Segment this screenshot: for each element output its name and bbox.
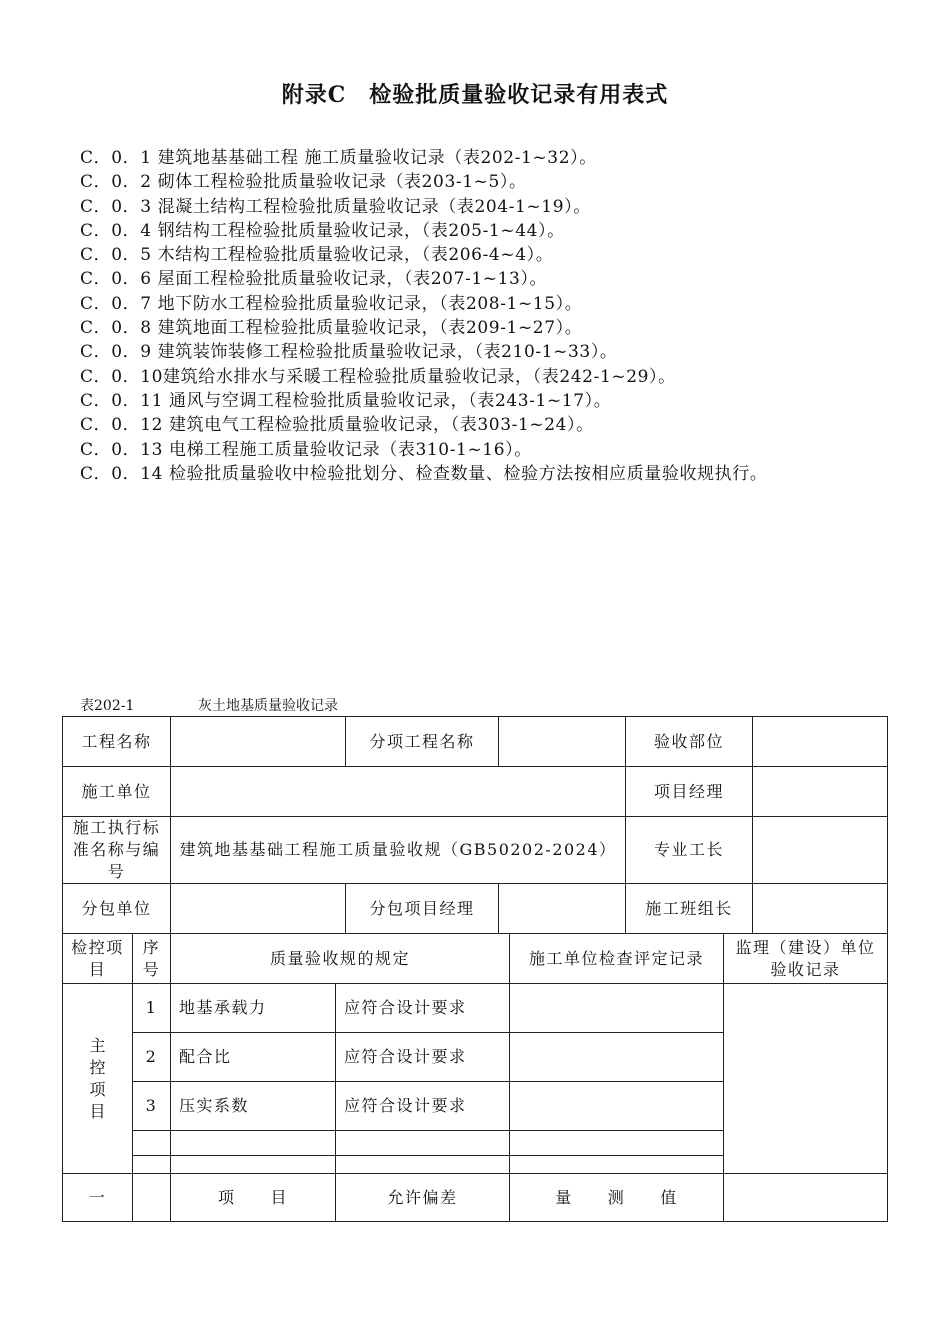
- row-item[interactable]: [171, 1131, 336, 1156]
- row-requirement: 应符合设计要求: [336, 984, 510, 1033]
- list-item: C．0．7 地下防水工程检验批质量验收记录，（表208-1~15）。: [80, 293, 583, 314]
- row-number: 3: [133, 1082, 171, 1131]
- row-requirement[interactable]: [336, 1156, 510, 1174]
- list-item: C．0．13 电梯工程施工质量验收记录（表310-1~16）。: [80, 439, 532, 460]
- table-number: 表202-1: [80, 698, 135, 714]
- table-row: [63, 1174, 888, 1222]
- supervisor-record-cell[interactable]: [724, 984, 888, 1174]
- project-manager-label: 项目经理: [626, 767, 753, 817]
- list-item: C．0．5 木结构工程检验批质量验收记录，（表206-4~4）。: [80, 245, 554, 266]
- seq-header: 序号: [133, 934, 171, 984]
- row-contractor-record[interactable]: [510, 1033, 724, 1082]
- row-item: 地基承载力: [171, 984, 336, 1033]
- list-item: C．0．11 通风与空调工程检验批质量验收记录，（表243-1~17）。: [80, 390, 612, 411]
- list-item: C．0．10建筑给水排水与采暖工程检验批质量验收记录，（表242-1~29）。: [80, 366, 676, 387]
- spec-header: 质量验收规的规定: [171, 934, 510, 984]
- contractor-record-header: 施工单位检查评定记录: [510, 934, 724, 984]
- row-contractor-record[interactable]: [510, 1131, 724, 1156]
- contractor-label: 施工单位: [63, 767, 171, 817]
- project-name-label: 工程名称: [63, 717, 171, 767]
- sub-project-manager-label: 分包项目经理: [346, 884, 499, 934]
- row-contractor-record[interactable]: [510, 984, 724, 1033]
- list-item: C．0．3 混凝土结构工程检验批质量验收记录（表204-1~19）。: [80, 196, 591, 217]
- professional-foreman-label: 专业工长: [626, 817, 753, 884]
- general-supervisor-cell[interactable]: [724, 1174, 888, 1222]
- subcontractor-value[interactable]: [171, 884, 346, 934]
- row-number[interactable]: [133, 1156, 171, 1174]
- control-item-header: 检控项目: [63, 934, 133, 984]
- list-item: C．0．8 建筑地面工程检验批质量验收记录，（表209-1~27）。: [80, 318, 583, 339]
- list-item: C．0．9 建筑装饰装修工程检验批质量验收记录，（表210-1~33）。: [80, 342, 618, 363]
- project-name-value[interactable]: [171, 717, 346, 767]
- sub-project-manager-value[interactable]: [499, 884, 626, 934]
- tolerance-header: 允许偏差: [336, 1174, 510, 1222]
- sub-project-name-label: 分项工程名称: [346, 717, 499, 767]
- row-number[interactable]: [133, 1174, 171, 1222]
- row-item: 配合比: [171, 1033, 336, 1082]
- main-control-label: 主控项目: [63, 984, 133, 1174]
- inspection-record-table: [62, 716, 888, 1222]
- row-item[interactable]: [171, 1156, 336, 1174]
- table-name: 灰土地基质量验收记录: [198, 698, 338, 714]
- general-item-label: 一: [63, 1174, 133, 1222]
- general-item-header: 项 目: [171, 1174, 336, 1222]
- list-item: C．0．6 屋面工程检验批质量验收记录，（表207-1~13）。: [80, 269, 548, 290]
- appendix-list: [80, 146, 880, 486]
- contractor-value[interactable]: [171, 767, 626, 817]
- list-item: C．0．2 砌体工程检验批质量验收记录（表203-1~5）。: [80, 172, 527, 193]
- acceptance-part-value[interactable]: [753, 717, 888, 767]
- measured-value-header: 量 测 值: [510, 1174, 724, 1222]
- list-item: C．0．1 建筑地基基础工程 施工质量验收记录（表202-1~32）。: [80, 148, 597, 168]
- standard-value: 建筑地基基础工程施工质量验收规（GB50202-2024）: [171, 817, 626, 884]
- team-leader-label: 施工班组长: [626, 884, 753, 934]
- row-number: 2: [133, 1033, 171, 1082]
- standard-label: 施工执行标准名称与编号: [63, 817, 171, 884]
- row-item: 压实系数: [171, 1082, 336, 1131]
- list-item: C．0．4 钢结构工程检验批质量验收记录，（表205-1~44）。: [80, 220, 565, 241]
- sub-project-name-value[interactable]: [499, 717, 626, 767]
- row-requirement[interactable]: [336, 1131, 510, 1156]
- row-number[interactable]: [133, 1131, 171, 1156]
- page-title: 附录C 检验批质量验收记录有用表式: [281, 82, 669, 108]
- acceptance-part-label: 验收部位: [626, 717, 753, 767]
- team-leader-value[interactable]: [753, 884, 888, 934]
- row-number: 1: [133, 984, 171, 1033]
- list-item: C．0．12 建筑电气工程检验批质量验收记录，（表303-1~24）。: [80, 415, 594, 436]
- row-contractor-record[interactable]: [510, 1082, 724, 1131]
- row-requirement: 应符合设计要求: [336, 1033, 510, 1082]
- project-manager-value[interactable]: [753, 767, 888, 817]
- row-requirement: 应符合设计要求: [336, 1082, 510, 1131]
- professional-foreman-value[interactable]: [753, 817, 888, 884]
- subcontractor-label: 分包单位: [63, 884, 171, 934]
- list-item: C．0．14 检验批质量验收中检验批划分、检查数量、检验方法按相应质量验收规执行。: [80, 463, 768, 484]
- table-row: [63, 984, 888, 1033]
- supervisor-record-header: 监理（建设）单位验收记录: [724, 934, 888, 984]
- row-contractor-record[interactable]: [510, 1156, 724, 1174]
